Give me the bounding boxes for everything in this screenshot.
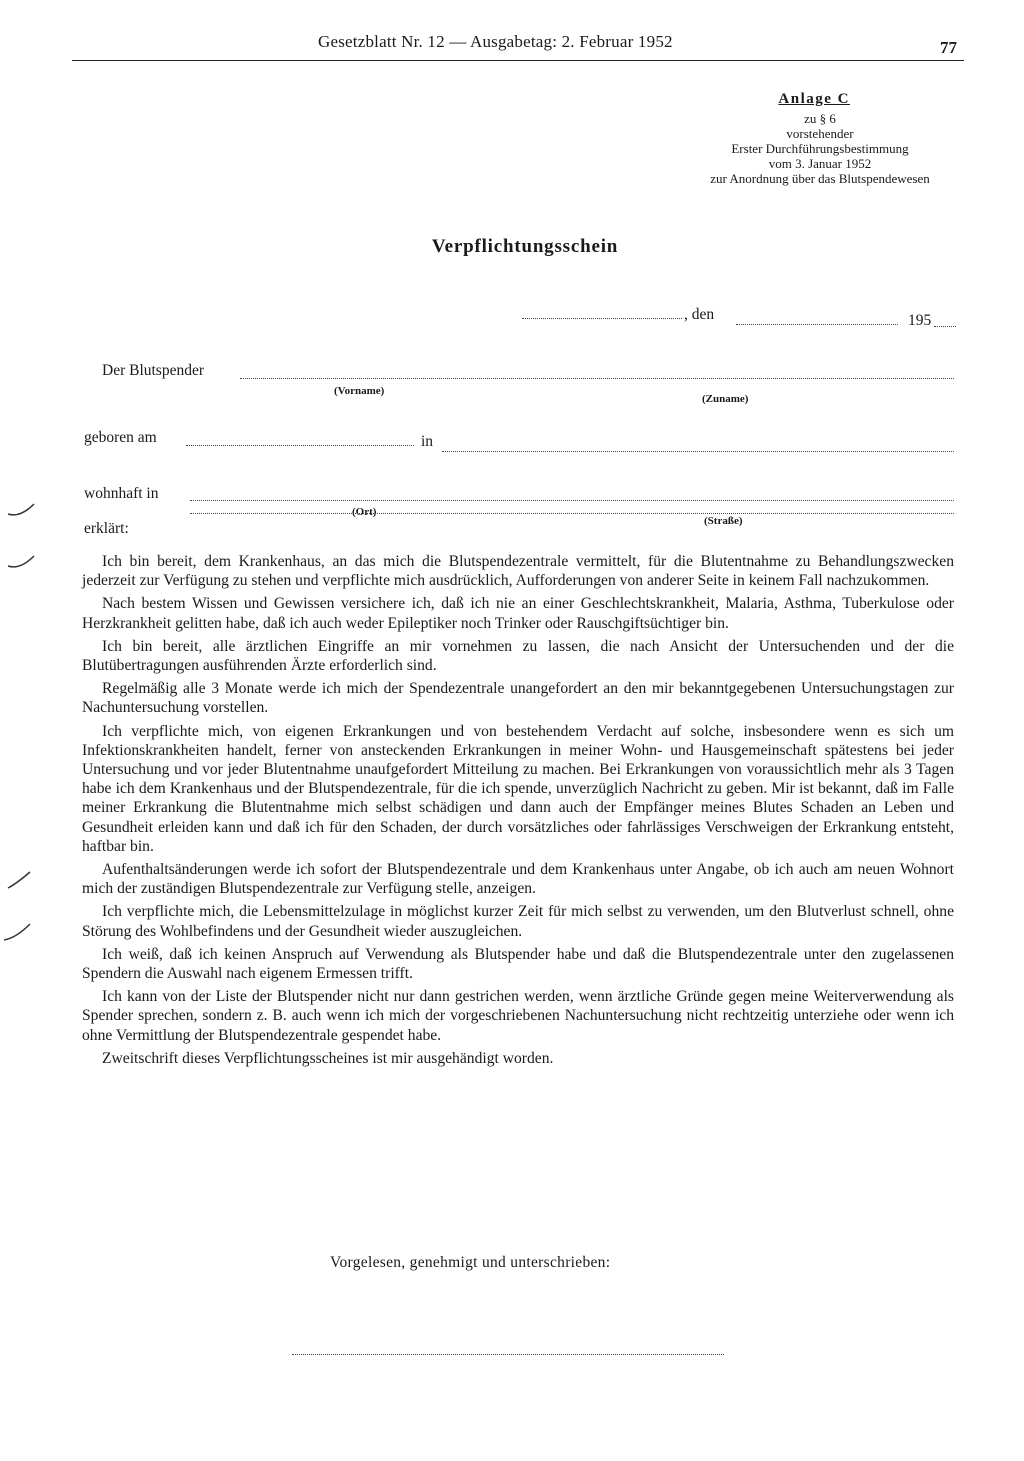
residence-label: wohnhaft in xyxy=(84,485,159,502)
paragraph: Ich bin bereit, dem Krankenhaus, an das mich die Blutspendezentrale vermittelt, für die Blutentnahme zu Behandlungszwecken jederzeit zur Verfügung zu stehen und verpflichte mich ausdrücklich, Aufforderungen von anderer Seite in keinem Fall nachzukommen. xyxy=(82,553,954,590)
year-prefix: 195 xyxy=(908,312,932,329)
birth-place-field[interactable] xyxy=(442,451,954,452)
annex-reference xyxy=(640,92,960,186)
birth-date-field[interactable] xyxy=(186,445,414,446)
den-label: , den xyxy=(684,306,715,323)
date-field[interactable] xyxy=(736,324,898,325)
paragraph: Zweitschrift dieses Verpflichtungsscheines ist mir ausgehändigt worden. xyxy=(102,1049,554,1067)
annex-line: vom 3. Januar 1952 xyxy=(768,156,872,171)
paragraph: Ich kann von der Liste der Blutspender nicht nur dann gestrichen werden, wenn ärztliche Gründe gegen meine Weiterverwendung als Spender sprechen, sondern z. B. auch wenn ich mich der vorgeschriebenen Nachuntersuchung nicht rechtzeitig unterziehe oder wenn ich ohne Vermittlung der Blutspendezentrale gespendet habe. xyxy=(82,988,954,1044)
margin-tick-mark xyxy=(6,870,36,892)
declares-label: erklärt: xyxy=(84,520,129,537)
ort-caption: (Ort) xyxy=(352,506,377,518)
in-label: in xyxy=(421,433,434,450)
paragraph: Ich weiß, daß ich keinen Anspruch auf Verwendung als Blutspender habe und daß die Blutspendezentrale unter den zugelassenen Spendern die Auswahl nach eigenem Ermessen trifft. xyxy=(82,945,954,983)
signature-field[interactable] xyxy=(292,1354,724,1355)
annex-title: Anlage C xyxy=(778,91,850,107)
donor-name-field[interactable] xyxy=(240,378,954,379)
annex-line: vorstehender xyxy=(786,126,854,141)
paragraph: Aufenthaltsänderungen werde ich sofort der Blutspendezentrale und dem Krankenhaus unter Angabe, ob ich auch am neuen Wohnort mich der zuständigen Blutspendezentrale zur Verfügung stelle, anzeigen. xyxy=(82,861,954,898)
donor-label: Der Blutspender xyxy=(102,362,205,379)
declaration-text xyxy=(82,552,954,1072)
paragraph: Ich bin bereit, alle ärztlichen Eingriffe an mir vornehmen zu lassen, die nach Ansicht der Untersuchenden und der die Blutübertragungen ausführenden Ärzte erforderlich sind. xyxy=(82,637,954,675)
place-field[interactable] xyxy=(522,318,682,319)
annex-line: zu § 6 xyxy=(804,111,836,126)
header-rule xyxy=(72,60,964,61)
closing-statement: Vorgelesen, genehmigt und unterschrieben: xyxy=(330,1254,611,1271)
annex-line: zur Anordnung über das Blutspendewesen xyxy=(710,171,930,186)
annex-line: Erster Durchführungsbestimmung xyxy=(731,141,909,156)
zuname-caption: (Zuname) xyxy=(702,393,749,405)
paragraph: Ich verpflichte mich, die Lebensmittelzulage in möglichst kurzer Zeit für mich selbst zu verwenden, um den Blutverlust schnell, ohne Störung des Wohlbefindens und der Gesundheit wieder auszugleichen. xyxy=(82,903,954,940)
document-title: Verpflichtungsschein xyxy=(431,236,619,257)
paragraph: Nach bestem Wissen und Gewissen versichere ich, daß ich nie an einer Geschlechtskrankheit, Malaria, Asthma, Tuberkulose oder Herzkrankheit gelitten habe, daß ich auch weder Epileptiker noch Trinker oder Rauschgiftsüchtiger bin. xyxy=(82,595,954,632)
vorname-caption: (Vorname) xyxy=(334,385,385,397)
residence-street-field[interactable] xyxy=(190,513,954,514)
margin-tick-mark xyxy=(2,922,34,944)
year-field[interactable] xyxy=(934,326,956,327)
margin-tick-mark xyxy=(6,552,36,574)
paragraph: Regelmäßig alle 3 Monate werde ich mich der Spendezentrale unangefordert an den mir bekanntgegebenen Untersuchungstagen zur Nachuntersuchung vorstellen. xyxy=(82,680,954,717)
residence-city-field[interactable] xyxy=(190,500,954,501)
strasse-caption: (Straße) xyxy=(704,515,743,527)
born-label: geboren am xyxy=(84,429,157,446)
page-number: 77 xyxy=(940,38,957,57)
margin-tick-mark xyxy=(6,500,36,522)
paragraph: Ich verpflichte mich, von eigenen Erkrankungen und von bestehendem Verdacht auf solche, insbesondere wenn es sich um Infektionskrankheiten handelt, ferner von ansteckenden Erkrankungen in meiner Wohn- und Hausgemeinschaft spätestens bei jeder Untersuchung und vor jeder Blutentnahme unaufgefordert Mitteilung zu machen. Bei Erkrankungen von voraussichtlich mehr als 3 Tagen habe ich dem Krankenhaus und der Blutspendezentrale, für die ich spende, unverzüglich Nachricht zu geben. Mir ist bekannt, daß im Falle meiner Erkrankung die Blutentnahme mich selbst schädigen und dann auch der Empfänger meines Blutes Schaden an Leben und Gesundheit erleiden kann und daß ich für den Schaden, der durch vorsätzliches oder fahrlässiges Verschweigen der Erkrankung entsteht, haftbar bin. xyxy=(82,722,954,855)
gazette-header: Gesetzblatt Nr. 12 — Ausgabetag: 2. Februar 1952 xyxy=(318,32,673,51)
